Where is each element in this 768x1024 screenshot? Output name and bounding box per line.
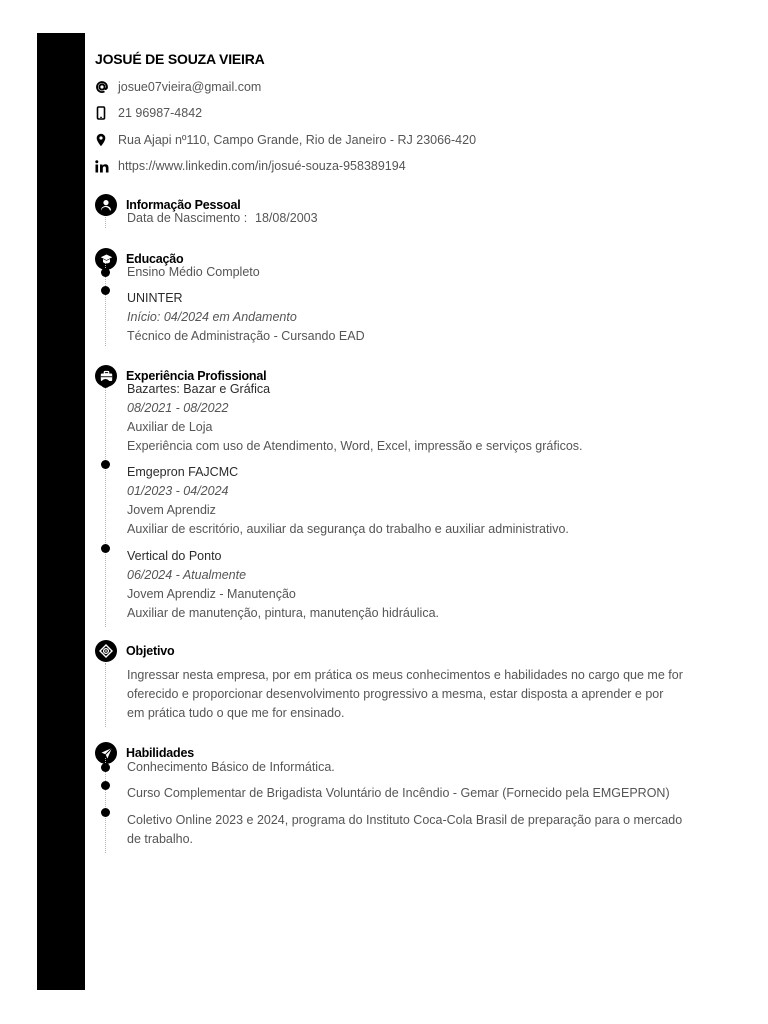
experience-period: 06/2024 - Atualmente [127, 568, 247, 582]
timeline-bullet [101, 808, 110, 817]
contact-address [95, 132, 735, 148]
skill-item [127, 811, 735, 849]
birth-date-entry [127, 209, 735, 228]
education-entry [127, 289, 735, 346]
experience-entry [127, 380, 735, 456]
experience-role: Auxiliar de Loja [127, 420, 213, 434]
experience-entry [127, 463, 735, 539]
section-personal-info [95, 193, 735, 228]
experience-role: Jovem Aprendiz - Manutenção [127, 587, 296, 601]
experience-company: Bazartes: Bazar e Gráfica [127, 382, 271, 396]
resume-header [95, 50, 735, 174]
experience-period: 01/2023 - 04/2024 [127, 484, 229, 498]
sidebar-bar [37, 33, 85, 990]
education-detail: Técnico de Administração - Cursando EAD [127, 329, 365, 343]
experience-role: Jovem Aprendiz [127, 503, 216, 517]
experience-entry [127, 547, 735, 627]
contact-phone [95, 105, 735, 121]
education-institution: UNINTER [127, 291, 183, 305]
target-icon [95, 640, 117, 662]
contact-phone-text: 21 96987-4842 [118, 106, 203, 120]
experience-period: 08/2021 - 08/2022 [127, 401, 229, 415]
experience-description: Auxiliar de manutenção, pintura, manutenção hidráulica. [127, 606, 439, 620]
section-timeline [105, 380, 735, 627]
experience-company: Emgepron FAJCMC [127, 465, 239, 479]
section-header [95, 639, 735, 663]
at-icon [95, 79, 112, 95]
section-timeline [105, 263, 735, 346]
phone-icon [95, 105, 112, 121]
timeline-bullet [101, 286, 110, 295]
skill-text: Conhecimento Básico de Informática. [127, 760, 335, 774]
experience-description: Experiência com uso de Atendimento, Word, Excel, impressão e serviços gráficos. [127, 439, 583, 453]
experience-company: Vertical do Ponto [127, 549, 222, 563]
birth-date-value: 18/08/2003 [255, 211, 318, 225]
timeline-bullet [101, 460, 110, 469]
education-entry [127, 263, 735, 282]
objective-line: oferecido e proporcionar desenvolvimento progressivo a mesma, estar disposta a aprender e por [127, 687, 664, 701]
section-timeline [105, 209, 735, 228]
timeline-bullet [101, 763, 110, 772]
education-period: Início: 04/2024 em Andamento [127, 310, 297, 324]
section-title: Informação Pessoal [126, 198, 241, 212]
timeline-bullet [101, 781, 110, 790]
contact-email [95, 79, 735, 95]
birth-date-label: Data de Nascimento : [127, 211, 248, 225]
section-education [95, 247, 735, 346]
timeline-bullet [101, 268, 110, 277]
contact-linkedin-text: https://www.linkedin.com/in/josué-souza-958389194 [118, 159, 406, 173]
timeline-bullet [101, 544, 110, 553]
skill-text: de trabalho. [127, 832, 194, 846]
linkedin-icon [95, 158, 112, 174]
section-timeline [105, 758, 735, 853]
contact-address-text: Rua Ajapi nº110, Campo Grande, Rio de Janeiro - RJ 23066-420 [118, 132, 477, 147]
timeline-bullet [101, 379, 110, 388]
section-title: Habilidades [126, 746, 194, 760]
section-title: Experiência Profissional [126, 369, 267, 383]
skill-text: Coletivo Online 2023 e 2024, programa do Instituto Coca-Cola Brasil de preparação para o mercado [127, 813, 683, 827]
resume-page [95, 50, 735, 853]
section-experience [95, 364, 735, 627]
objective-line: Ingressar nesta empresa, por em prática os meus conhecimentos e habilidades no cargo que me for [127, 668, 683, 682]
objective-text [127, 666, 735, 723]
location-pin-icon [95, 132, 112, 148]
section-title: Educação [126, 252, 184, 266]
candidate-name: JOSUÉ DE SOUZA VIEIRA [95, 51, 265, 67]
skill-text: Curso Complementar de Brigadista Voluntário de Incêndio - Gemar (Fornecido pela EMGEPRON) [127, 786, 670, 800]
section-objective [95, 639, 735, 727]
skill-item [127, 758, 735, 777]
education-institution: Ensino Médio Completo [127, 265, 260, 279]
section-timeline [105, 663, 735, 727]
contact-linkedin [95, 158, 735, 174]
experience-description: Auxiliar de escritório, auxiliar da segurança do trabalho e auxiliar administrativo. [127, 522, 569, 536]
objective-line: em prática tudo o que me for ensinado. [127, 706, 345, 720]
contact-email-text: josue07vieira@gmail.com [118, 79, 262, 94]
timeline-bullet [101, 207, 110, 216]
section-skills [95, 741, 735, 853]
skill-item [127, 784, 735, 803]
section-title: Objetivo [126, 644, 175, 658]
